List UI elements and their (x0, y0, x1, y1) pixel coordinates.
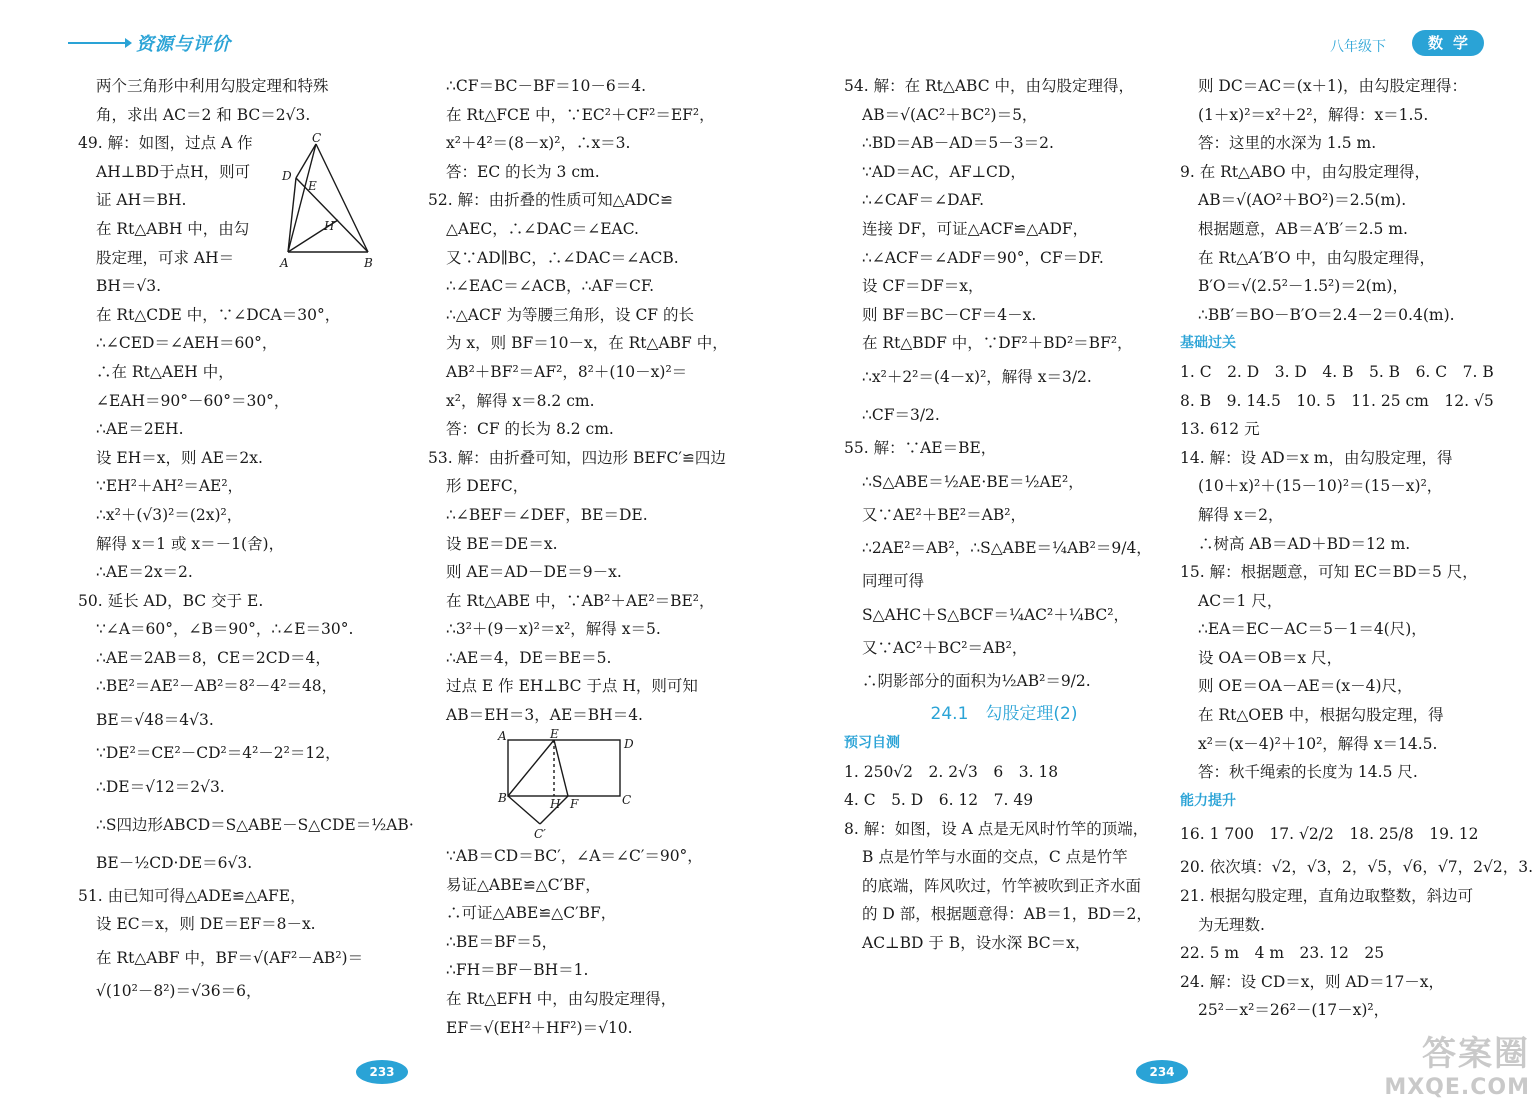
text-line: ∴∠EAC＝∠ACB，∴AF＝CF. (446, 277, 655, 296)
text-line: 14. 解：设 AD＝x m，由勾股定理，得 (1180, 448, 1453, 467)
text-line: ∴∠BEF＝∠DEF，BE＝DE. (446, 505, 648, 524)
text-line: 25²－x²＝26²－(17－x)²， (1198, 1001, 1390, 1020)
label-C: C (312, 132, 322, 145)
header-logo (68, 30, 231, 56)
subject-badge: 数学 (1412, 30, 1484, 56)
page-number: 233 (356, 1060, 408, 1084)
watermark-url: MXQE.COM (1384, 1075, 1530, 1100)
text-line: ∴AE＝4，DE＝BE＝5. (446, 648, 612, 667)
text-line: ∴AE＝2x＝2. (96, 563, 193, 582)
watermark (1384, 1026, 1530, 1100)
text-line: 在 Rt△CDE 中，∵∠DCA＝30°， (96, 305, 341, 324)
text-line: 答：秋千绳索的长度为 14.5 尺. (1198, 763, 1418, 782)
section-label-basic: 基础过关 (1180, 335, 1236, 352)
text-line: 15. 解：根据题意，可知 EC＝BD＝5 尺， (1180, 563, 1478, 582)
text-line: ∴AE＝2AB＝8，CE＝2CD＝4， (96, 648, 331, 667)
text-line: B′O＝√(2.5²－1.5²)＝2(m)， (1198, 277, 1408, 296)
text-line: 55. 解：∵AE＝BE， (844, 438, 997, 457)
text-line: 则 DC＝AC＝(x＋1)，由勾股定理得： (1198, 77, 1467, 95)
text-line: 16. 1 700 17. √2/2 18. 25/8 19. 12 (1180, 825, 1479, 844)
section-label-ability: 能力提升 (1180, 792, 1236, 809)
label-H: H (324, 219, 335, 233)
text-line: 50. 延长 AD，BC 交于 E. (78, 591, 264, 610)
label-A: A (498, 729, 507, 743)
text-line: 股定理，可求 AH＝ (96, 248, 235, 267)
text-line: ∴3²＋(9－x)²＝x²，解得 x＝5. (446, 620, 661, 639)
text-line: 连接 DF，可证△ACF≌△ADF， (862, 219, 1089, 238)
text-line: x²＋4²＝(8－x)²，∴x＝3. (446, 134, 631, 153)
text-line: 过点 E 作 EH⊥BC 于点 H，则可知 (446, 677, 698, 696)
text-line: 根据题意，AB＝A′B′＝2.5 m. (1198, 219, 1408, 238)
text-line: 在 Rt△BDF 中，∵DF²＋BD²＝BF²， (862, 334, 1133, 353)
label-F: F (570, 797, 579, 811)
text-line: ∴在 Rt△AEH 中， (96, 362, 234, 381)
text-line: ∴树高 AB＝AD＋BD＝12 m. (1198, 534, 1411, 553)
text-line: 易证△ABE≌△C′BF， (446, 875, 601, 894)
text-line: ∵AB＝CD＝BC′，∠A＝∠C′＝90°， (446, 847, 703, 865)
page-number: 234 (1136, 1060, 1188, 1084)
text-line: 在 Rt△EFH 中，由勾股定理得， (446, 989, 677, 1008)
text-line: 则 AE＝AD－DE＝9－x. (446, 563, 622, 582)
text-line: 设 EC＝x，则 DE＝EF＝8－x. (96, 915, 316, 934)
text-line: 又∵AD∥BC，∴∠DAC＝∠ACB. (446, 248, 679, 267)
right-col-1 (844, 72, 1164, 958)
text-line: 答：EC 的长为 3 cm. (446, 162, 600, 181)
text-line: 设 EH＝x，则 AE＝2x. (96, 448, 263, 467)
text-line: 8. 解：如图，设 A 点是无风时竹竿的顶端， (844, 819, 1149, 838)
text-line: 为无理数. (1198, 915, 1265, 934)
text-line: ∵EH²＋AH²＝AE²， (96, 477, 244, 496)
text-line: AC＝1 尺， (1198, 591, 1283, 610)
text-line: 9. 在 Rt△ABO 中，由勾股定理得， (1180, 162, 1430, 181)
text-line: 又∵AE²＋BE²＝AB²， (862, 505, 1026, 524)
text-line: ∴DE＝√12＝2√3. (96, 777, 225, 796)
text-line: 在 Rt△ABE 中，∵AB²＋AE²＝BE²， (446, 591, 715, 610)
text-line: 的底端，阵风吹过，竹竿被吹到正齐水面 (862, 876, 1142, 895)
text-line: 在 Rt△FCE 中，∵EC²＋CF²＝EF²， (446, 105, 715, 124)
text-line: √(10²－8²)＝√36＝6， (96, 981, 262, 1000)
text-line: ∴x²＋(√3)²＝(2x)²， (96, 505, 243, 524)
text-line: 21. 根据勾股定理，直角边取整数，斜边可 (1180, 887, 1474, 906)
text-line: 52. 解：由折叠的性质可知△ADC≌ (428, 191, 673, 210)
text-line: ∴可证△ABE≌△C′BF， (446, 904, 617, 923)
text-line: ∴△ACF 为等腰三角形，设 CF 的长 (446, 305, 694, 324)
text-line: 在 Rt△OEB 中，根据勾股定理，得 (1198, 706, 1444, 725)
text-line: 解得 x＝1 或 x＝－1(舍)， (96, 534, 285, 553)
text-line: EF＝√(EH²＋HF²)＝√10. (446, 1018, 633, 1037)
text-line: 则 OE＝OA－AE＝(x－4)尺， (1198, 677, 1413, 696)
right-page (768, 0, 1536, 1106)
text-line: 8. B 9. 14.5 10. 5 11. 25 cm 12. √5 (1180, 391, 1494, 410)
text-line: S△AHC＋S△BCF＝¼AC²＋¼BC²， (862, 605, 1130, 624)
text-line: 则 BF＝BC－CF＝4－x. (862, 305, 1037, 324)
text-line: 解得 x＝2， (1198, 505, 1284, 524)
text-line: 设 OA＝OB＝x 尺， (1198, 648, 1343, 667)
left-col-2b (428, 842, 738, 1042)
text-line: AH⊥BD于点H，则可 (96, 162, 251, 181)
text-line: 1. 250√2 2. 2√3 6 3. 18 (844, 762, 1059, 781)
text-line: ∴CF＝3/2. (862, 405, 940, 424)
text-line: BE－½CD·DE＝6√3. (96, 853, 253, 872)
text-line: 24. 解：设 CD＝x，则 AD＝17－x， (1180, 972, 1445, 991)
text-line: ∴2AE²＝AB²，∴S△ABE＝¼AB²＝9/4， (862, 539, 1152, 558)
text-line: 证 AH＝BH. (96, 191, 187, 210)
text-line: ∴∠CAF＝∠DAF. (862, 191, 985, 210)
text-line: ∴BD＝AB－AD＝5－3＝2. (862, 134, 1054, 153)
text-line: ∵AD＝AC，AF⊥CD， (862, 162, 1026, 181)
text-line: ∠EAH＝90°－60°＝30°， (96, 391, 290, 410)
label-E: E (550, 728, 559, 741)
label-C: C (622, 793, 632, 807)
text-line: 形 DEFC， (446, 477, 529, 496)
text-line: 角，求出 AC＝2 和 BC＝2√3. (96, 105, 311, 124)
text-line: ∵DE²＝CE²－CD²＝4²－2²＝12， (96, 744, 341, 763)
section-label-preview: 预习自测 (844, 734, 900, 751)
figure-49 (272, 132, 382, 272)
label-D: D (282, 169, 292, 183)
text-line: x²，解得 x＝8.2 cm. (446, 391, 595, 410)
figure-53 (494, 728, 644, 840)
arrow-icon (68, 42, 126, 44)
grade-label: 八年级下 (1330, 39, 1386, 55)
text-line: AB＝√(AO²＋BO²)＝2.5(m). (1198, 191, 1407, 210)
text-line: ∵∠A＝60°，∠B＝90°，∴∠E＝30°. (96, 620, 354, 639)
text-line: ∴CF＝BC－BF＝10－6＝4. (446, 77, 647, 95)
text-line: BH＝√3. (96, 277, 162, 296)
text-line: ∴∠CED＝∠AEH＝60°， (96, 334, 278, 353)
text-line: 为 x，则 BF＝10－x，在 Rt△ABF 中， (446, 334, 728, 353)
label-D: D (624, 737, 634, 751)
text-line: ∴S△ABE＝½AE·BE＝½AE²， (862, 472, 1084, 491)
text-line: ∴FH＝BF－BH＝1. (446, 961, 589, 980)
text-line: 答：这里的水深为 1.5 m. (1198, 134, 1377, 153)
label-C-prime: C′ (534, 827, 546, 840)
text-line: (1＋x)²＝x²＋2²，解得：x＝1.5. (1198, 105, 1429, 124)
text-line: 又∵AC²＋BC²＝AB²， (862, 638, 1028, 657)
text-line: AB＝√(AC²＋BC²)＝5， (862, 105, 1038, 124)
text-line: 1. C 2. D 3. D 4. B 5. B 6. C 7. B (1180, 362, 1494, 381)
text-line: 两个三角形中利用勾股定理和特殊 (96, 77, 329, 95)
text-line: 设 CF＝DF＝x， (862, 277, 984, 296)
label-B: B (498, 791, 507, 805)
label-H: H (550, 797, 561, 811)
text-line: 51. 由已知可得△ADE≌△AFE， (78, 886, 306, 905)
text-line: B 点是竹竿与水面的交点，C 点是竹竿 (862, 848, 1128, 867)
label-B: B (364, 256, 373, 270)
text-line: ∴AE＝2EH. (96, 420, 184, 439)
label-A: A (280, 256, 289, 270)
left-col-2 (428, 72, 738, 730)
text-line: 20. 依次填：√2，√3，2，√5，√6，√7，2√2，3. (1180, 858, 1534, 877)
text-line: ∴∠ACF＝∠ADF＝90°，CF＝DF. (862, 248, 1104, 267)
text-line: 22. 5 m 4 m 23. 12 25 (1180, 944, 1385, 963)
text-line: ∴EA＝EC－AC＝5－1＝4(尺)， (1198, 620, 1427, 639)
label-E: E (308, 179, 317, 193)
text-line: AC⊥BD 于 B，设水深 BC＝x， (862, 934, 1091, 953)
text-line: 设 BE＝DE＝x. (446, 534, 558, 553)
section-title: 24.1 勾股定理(2) (930, 704, 1078, 725)
text-line: AB＝EH＝3，AE＝BH＝4. (446, 706, 643, 725)
text-line: ∴S四边形ABCD＝S△ABE－S△CDE＝½AB· (96, 815, 414, 834)
text-line: 答：CF 的长为 8.2 cm. (446, 420, 614, 439)
text-line: (10＋x)²＋(15－10)²＝(15－x)²， (1198, 477, 1443, 496)
text-line: x²＝(x－4)²＋10²，解得 x＝14.5. (1198, 734, 1438, 753)
text-line: 在 Rt△A′B′O 中，由勾股定理得， (1198, 248, 1436, 267)
text-line: ∴x²＋2²＝(4－x)²，解得 x＝3/2. (862, 367, 1092, 386)
text-line: AB²＋BF²＝AF²，8²＋(10－x)²＝ (446, 362, 688, 381)
text-line: 54. 解：在 Rt△ABC 中，由勾股定理得， (844, 77, 1134, 95)
text-line: ∴BE＝BF＝5， (446, 932, 558, 951)
text-line: ∴阴影部分的面积为½AB²＝9/2. (862, 672, 1091, 691)
logo-text: 资源与评价 (136, 34, 231, 55)
text-line: 13. 612 元 (1180, 420, 1260, 439)
text-line: 53. 解：由折叠可知，四边形 BEFC′≌四边 (428, 448, 726, 467)
watermark-logo: 答案圈 (1422, 1034, 1530, 1074)
text-line: ∴BE²＝AE²－AB²＝8²－4²＝48， (96, 677, 338, 696)
text-line: 在 Rt△ABH 中，由勾 (96, 219, 250, 238)
text-line: 的 D 部，根据题意得：AB＝1，BD＝2， (862, 905, 1152, 924)
text-line: △AEC，∴∠DAC＝∠EAC. (446, 219, 639, 238)
text-line: ∴BB′＝BO－B′O＝2.4－2＝0.4(m). (1198, 305, 1455, 324)
text-line: BE＝√48＝4√3. (96, 711, 214, 730)
right-col-2 (1180, 72, 1534, 1025)
text-line: 同理可得 (862, 572, 925, 591)
text-line: 在 Rt△ABF 中，BF＝√(AF²－AB²)＝ (96, 948, 364, 967)
text-line: 4. C 5. D 6. 12 7. 49 (844, 791, 1034, 810)
text-line: 49. 解：如图，过点 A 作 (78, 134, 253, 153)
